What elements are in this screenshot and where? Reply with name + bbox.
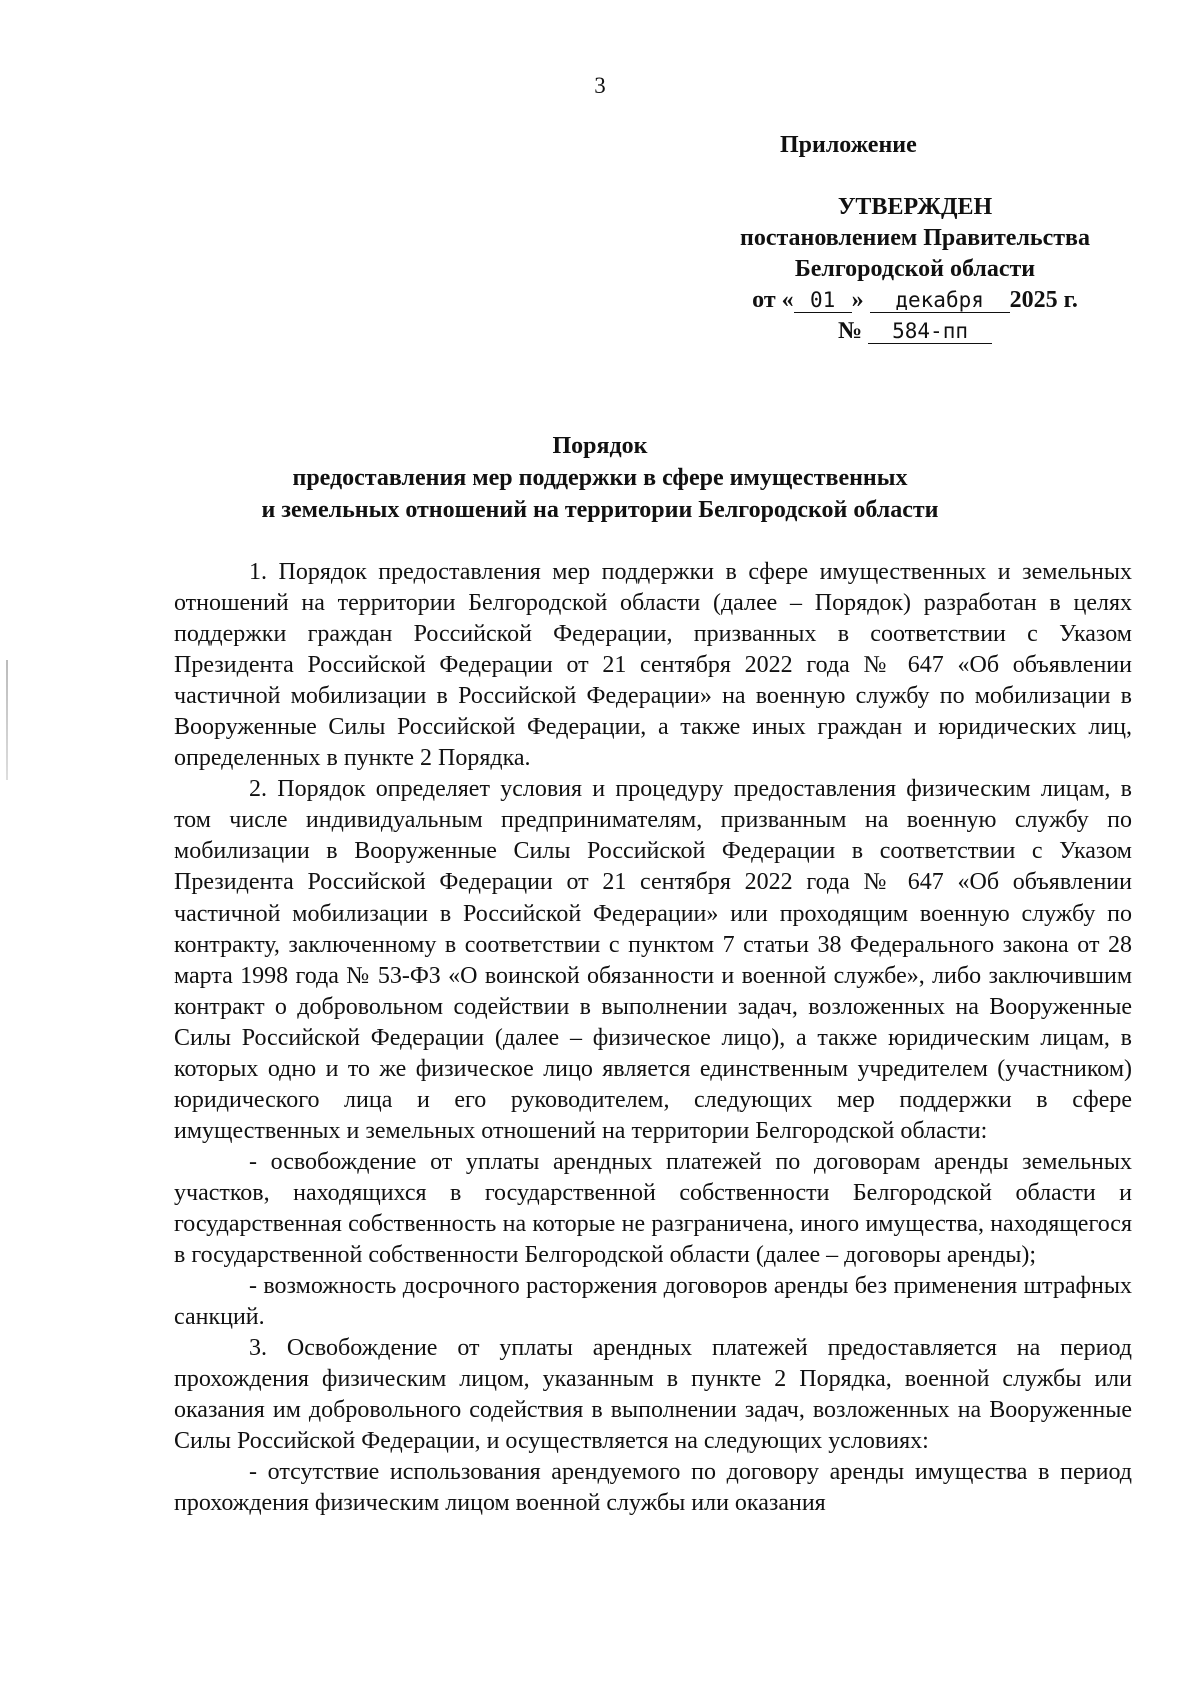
title-line-3: и земельных отношений на территории Белгородской области (261, 497, 939, 523)
number-prefix: № (837, 318, 863, 344)
approval-number-line (690, 316, 1140, 347)
date-month: декабря (870, 288, 1010, 313)
page-number: 3 (594, 73, 606, 98)
paragraph-2: 2. Порядок определяет условия и процедуру предоставления физическим лицам, в том числе индивидуальным предпринимателям, призванным на военную службу по мобилизации в Вооруженные Силы Российской Федерации в соответствии с Указом Президента Российской Федерации от 21 сентября 2022 года № 647 «Об объявлении частичной мобилизации в Российской Федерации» или проходящим военную службу по контракту, заключенному в соответствии с пунктом 7 статьи 38 Федерального закона от 28 марта 1998 года № 53-ФЗ «О воинской обязанности и военной службе», либо заключившим контракт о добровольном содействии в выполнении задач, возложенных на Вооруженные Силы Российской Федерации (далее – физическое лицо), а также юридическим лицам, в которых одно и то же физическое лицо является единственным учредителем (участником) юридического лица и его руководителем, следующих мер поддержки в сфере имущественных и земельных отношений на территории Белгородской области: (174, 776, 1132, 1144)
date-mid: » (851, 287, 864, 313)
paragraph-3: 3. Освобождение от уплаты арендных платежей предоставляется на период прохождения физическим лицом, указанным в пункте 2 Порядка, военной службы или оказания им добровольного содействия в выполнении задач, возложенных на Вооруженные Силы Российской Федерации, и осуществляется на следующих условиях: (174, 1335, 1132, 1455)
date-day: 01 (794, 288, 852, 313)
approval-line-1: постановлением Правительства (739, 225, 1090, 251)
date-prefix: от « (752, 287, 794, 313)
title-line-2: предоставления мер поддержки в сфере имущественных (292, 465, 908, 491)
appendix-label: Приложение (780, 132, 917, 158)
list-item-early-termination: - возможность досрочного расторжения договоров аренды без применения штрафных санкций. (174, 1273, 1132, 1331)
title-line-1: Порядок (552, 433, 648, 459)
list-item-no-use: - отсутствие использования арендуемого по договору аренды имущества в период прохождения физическим лицом военной службы или оказания (174, 1459, 1132, 1517)
approval-block (690, 192, 1140, 347)
approval-stamp: УТВЕРЖДЕН (837, 194, 993, 220)
list-item-rent-exemption: - освобождение от уплаты арендных платежей по договорам аренды земельных участков, находящихся в государственной собственности Белгородской области и государственная собственность на которые не разграничена, иного имущества, находящегося в государственной собственности Белгородской области (далее – договоры аренды); (174, 1148, 1132, 1269)
document-body (174, 557, 1132, 1519)
document-number: 584-пп (868, 319, 992, 344)
paragraph-1: 1. Порядок предоставления мер поддержки в сфере имущественных и земельных отношений на территории Белгородской области (далее – Порядок) разработан в целях поддержки граждан Российской Федерации, призванных в соответствии с Указом Президента Российской Федерации от 21 сентября 2022 года № 647 «Об объявлении частичной мобилизации в Российской Федерации» на военную службу по мобилизации в Вооруженные Силы Российской Федерации, а также иных граждан и юридических лиц, определенных в пункте 2 Порядка. (174, 559, 1132, 772)
date-year: 2025 г. (1009, 287, 1078, 313)
scan-edge-mark (6, 660, 8, 780)
approval-line-2: Белгородской области (794, 256, 1036, 282)
document-title (100, 430, 1100, 526)
approval-date-line (690, 285, 1140, 316)
